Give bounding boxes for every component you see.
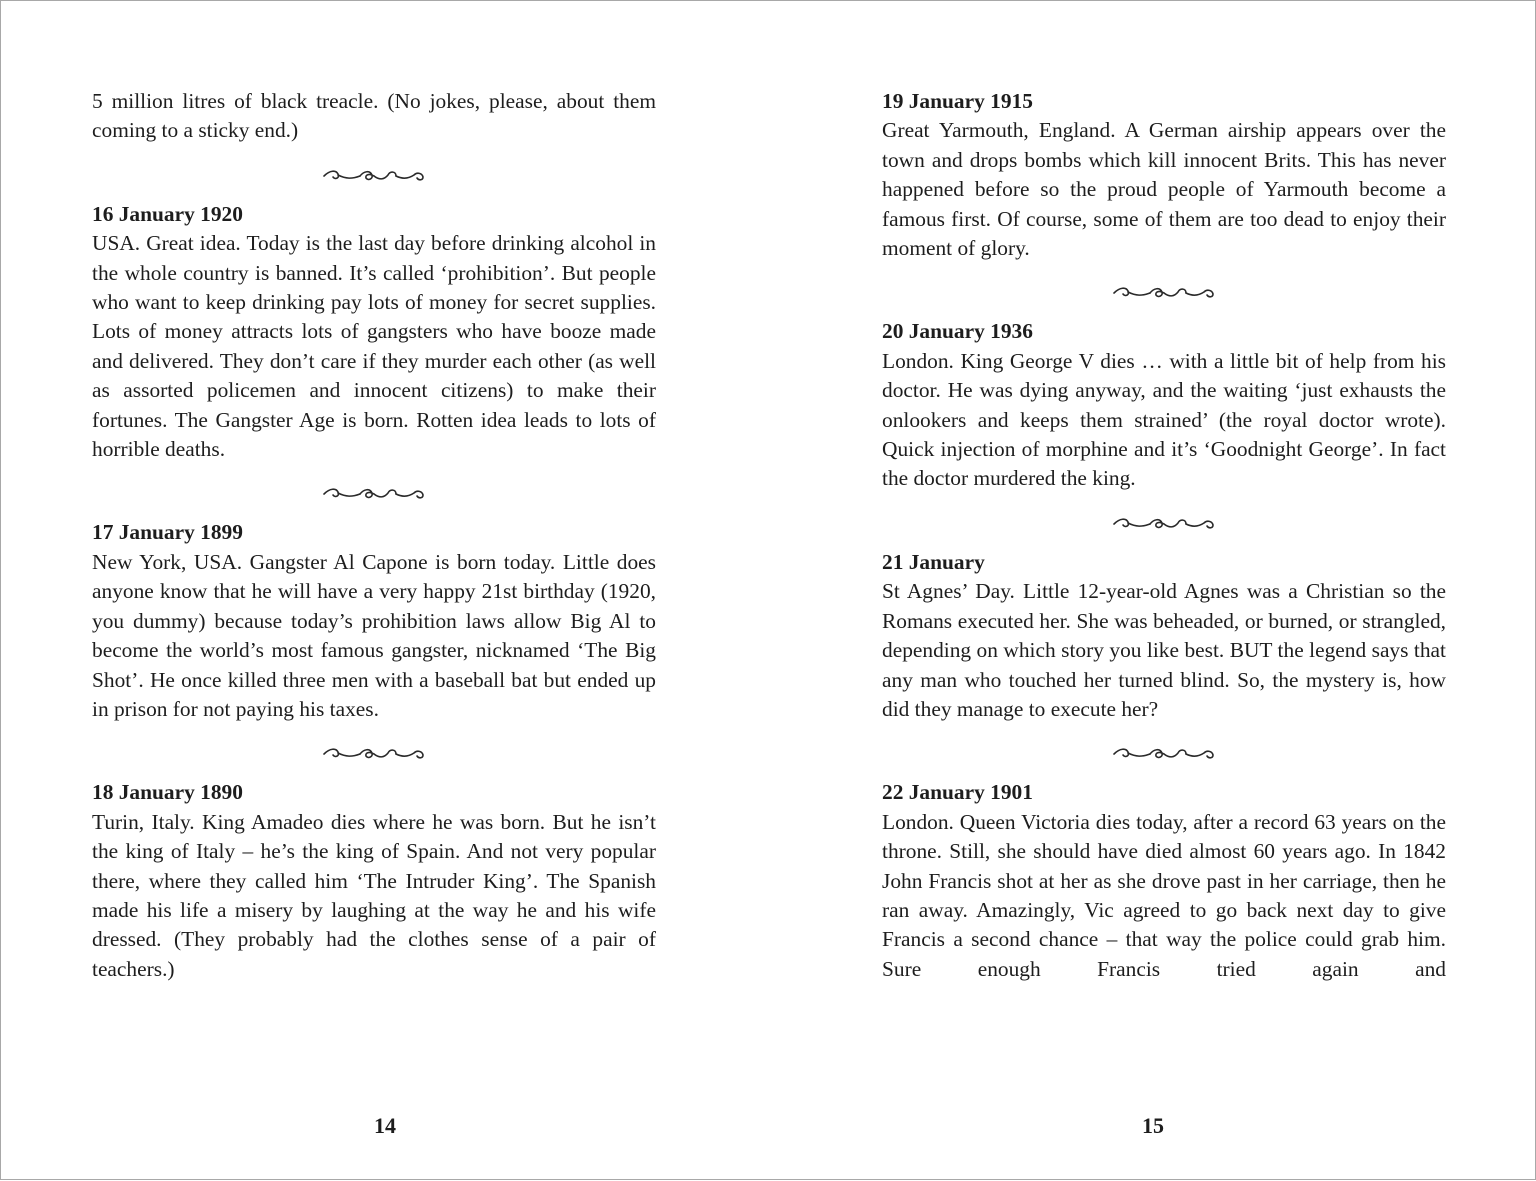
flourish-ornament-icon: [1112, 284, 1216, 302]
flourish-ornament-icon: [322, 167, 426, 185]
flourish-divider: [92, 478, 656, 510]
flourish-ornament-icon: [322, 745, 426, 763]
entry-date: 21 January: [882, 549, 985, 574]
diary-entry: [882, 87, 1446, 263]
flourish-divider: [882, 277, 1446, 309]
page-number: 14: [374, 1113, 396, 1138]
diary-entry: [92, 778, 656, 984]
continuation-text: 5 million litres of black treacle. (No jokes, please, about them coming to a sticky end.): [92, 89, 656, 143]
flourish-divider: [92, 160, 656, 192]
flourish-divider: [882, 738, 1446, 770]
entry-date: 22 January 1901: [882, 780, 1033, 805]
entry-text: New York, USA. Gangster Al Capone is born today. Little does anyone know that he will have a very happy 21st birthday (1920, you dummy) because today’s prohibition laws allow Big Al to become the world’s most famous gangster, nicknamed ‘The Big Shot’. He once killed three men with a baseball bat but ended up in prison for not paying his taxes.: [92, 549, 656, 721]
entry-date: 20 January 1936: [882, 319, 1033, 344]
flourish-ornament-icon: [1112, 745, 1216, 763]
continuation-entry: [92, 87, 656, 146]
left-page-column: [92, 87, 656, 984]
entry-text: Turin, Italy. King Amadeo dies where he was born. But he isn’t the king of Italy – he’s the king of Spain. And not very popular there, where they called him ‘The Intruder King’. The Spanish made his life a misery by laughing at the way he and his wife dressed. (They probably had the clothes sense of a pair of teachers.): [92, 809, 656, 981]
page-number: 15: [1142, 1113, 1164, 1138]
flourish-divider: [92, 738, 656, 770]
right-page-column: [882, 87, 1446, 984]
entry-date: 18 January 1890: [92, 780, 243, 805]
diary-entry: [882, 778, 1446, 984]
flourish-ornament-icon: [322, 485, 426, 503]
entry-date: 17 January 1899: [92, 520, 243, 545]
entry-text: London. King George V dies … with a little bit of help from his doctor. He was dying anyway, and the waiting ‘just exhausts the onlookers and keeps them strained’ (the royal doctor wrote). Quick injection of morphine and it’s ‘Goodnight George’. In fact the doctor murdered the king.: [882, 348, 1446, 491]
right-page: [769, 1, 1536, 1181]
entry-text: Great Yarmouth, England. A German airship appears over the town and drops bombs which kill innocent Brits. This has never happened before so the proud people of Yarmouth become a famous first. Of course, some of them are too dead to enjoy their moment of glory.: [882, 118, 1446, 261]
diary-entry: [882, 317, 1446, 493]
flourish-ornament-icon: [1112, 515, 1216, 533]
entry-text: London. Queen Victoria dies today, after a record 63 years on the throne. Still, she should have died almost 60 years ago. In 1842 John Francis shot at her as she drove past in her carriage, then he ran away. Amazingly, Vic agreed to go back next day to give Francis a second chance – that way the police could grab him. Sure enough Francis tried again and: [882, 809, 1446, 981]
entry-date: 16 January 1920: [92, 201, 243, 226]
entry-text: USA. Great idea. Today is the last day before drinking alcohol in the whole country is banned. It’s called ‘prohibition’. But people who want to keep drinking pay lots of money for secret supplies. Lots of money attracts lots of gangsters who have booze made and delivered. They don’t care if they murder each other (as well as assorted policemen and innocent citizens) to make their fortunes. The Gangster Age is born. Rotten idea leads to lots of horrible deaths.: [92, 231, 656, 462]
entry-text: St Agnes’ Day. Little 12-year-old Agnes was a Christian so the Romans executed her. She was beheaded, or burned, or strangled, depending on which story you like best. BUT the legend says that any man who touched her turned blind. So, the mystery is, how did they manage to execute her?: [882, 579, 1446, 721]
diary-entry: [92, 200, 656, 465]
flourish-divider: [882, 508, 1446, 540]
diary-entry: [92, 518, 656, 724]
entry-date: 19 January 1915: [882, 89, 1033, 113]
diary-entry: [882, 548, 1446, 724]
left-page: [1, 1, 769, 1181]
